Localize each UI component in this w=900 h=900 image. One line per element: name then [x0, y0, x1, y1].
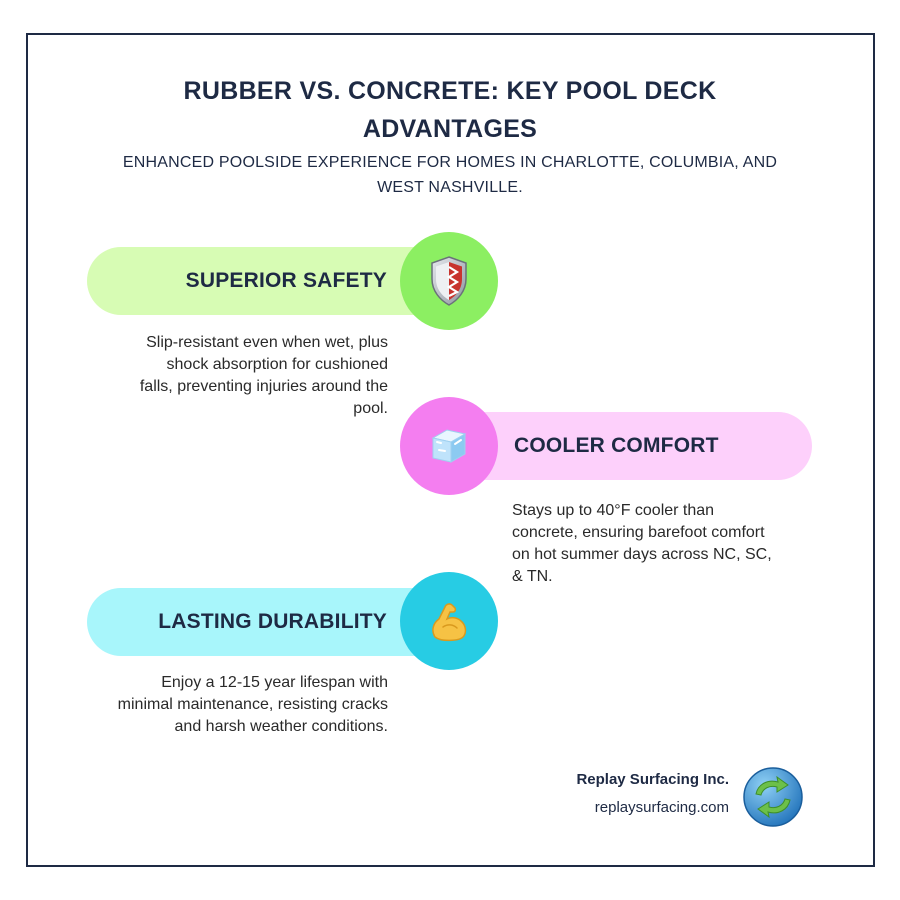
page-title: RUBBER VS. CONCRETE: KEY POOL DECK ADVANTAGES: [183, 77, 717, 143]
feature-label-durability: LASTING DURABILITY: [158, 610, 387, 633]
feature-description-cooler: Stays up to 40°F cooler than concrete, ensuring barefoot comfort on hot summer days across NC, SC, & TN.: [512, 502, 772, 585]
feature-label-cooler: COOLER COMFORT: [514, 434, 719, 457]
shield-icon: [429, 255, 469, 307]
feature-circle-safety: [400, 232, 498, 330]
feature-description-durability: Enjoy a 12-15 year lifespan with minimal maintenance, resisting cracks and harsh weather conditions.: [117, 674, 388, 735]
feature-circle-cooler: [400, 397, 498, 495]
feature-pill-safety: [87, 247, 447, 315]
feature-pill-cooler: [450, 412, 812, 480]
flexed-bicep-icon: [425, 597, 473, 645]
ice-cube-icon: [427, 424, 471, 468]
recycle-globe-logo-icon: [742, 766, 804, 828]
feature-label-safety: SUPERIOR SAFETY: [185, 269, 387, 292]
feature-description-safety: Slip-resistant even when wet, plus shock absorption for cushioned falls, preventing injuries around the pool.: [139, 334, 388, 417]
company-website: replaysurfacing.com: [594, 799, 729, 816]
page-subtitle: ENHANCED POOLSIDE EXPERIENCE FOR HOMES IN CHARLOTTE, COLUMBIA, AND WEST NASHVILLE.: [122, 154, 778, 196]
feature-pill-durability: [87, 588, 447, 656]
company-name: Replay Surfacing Inc.: [576, 771, 729, 788]
feature-circle-durability: [400, 572, 498, 670]
